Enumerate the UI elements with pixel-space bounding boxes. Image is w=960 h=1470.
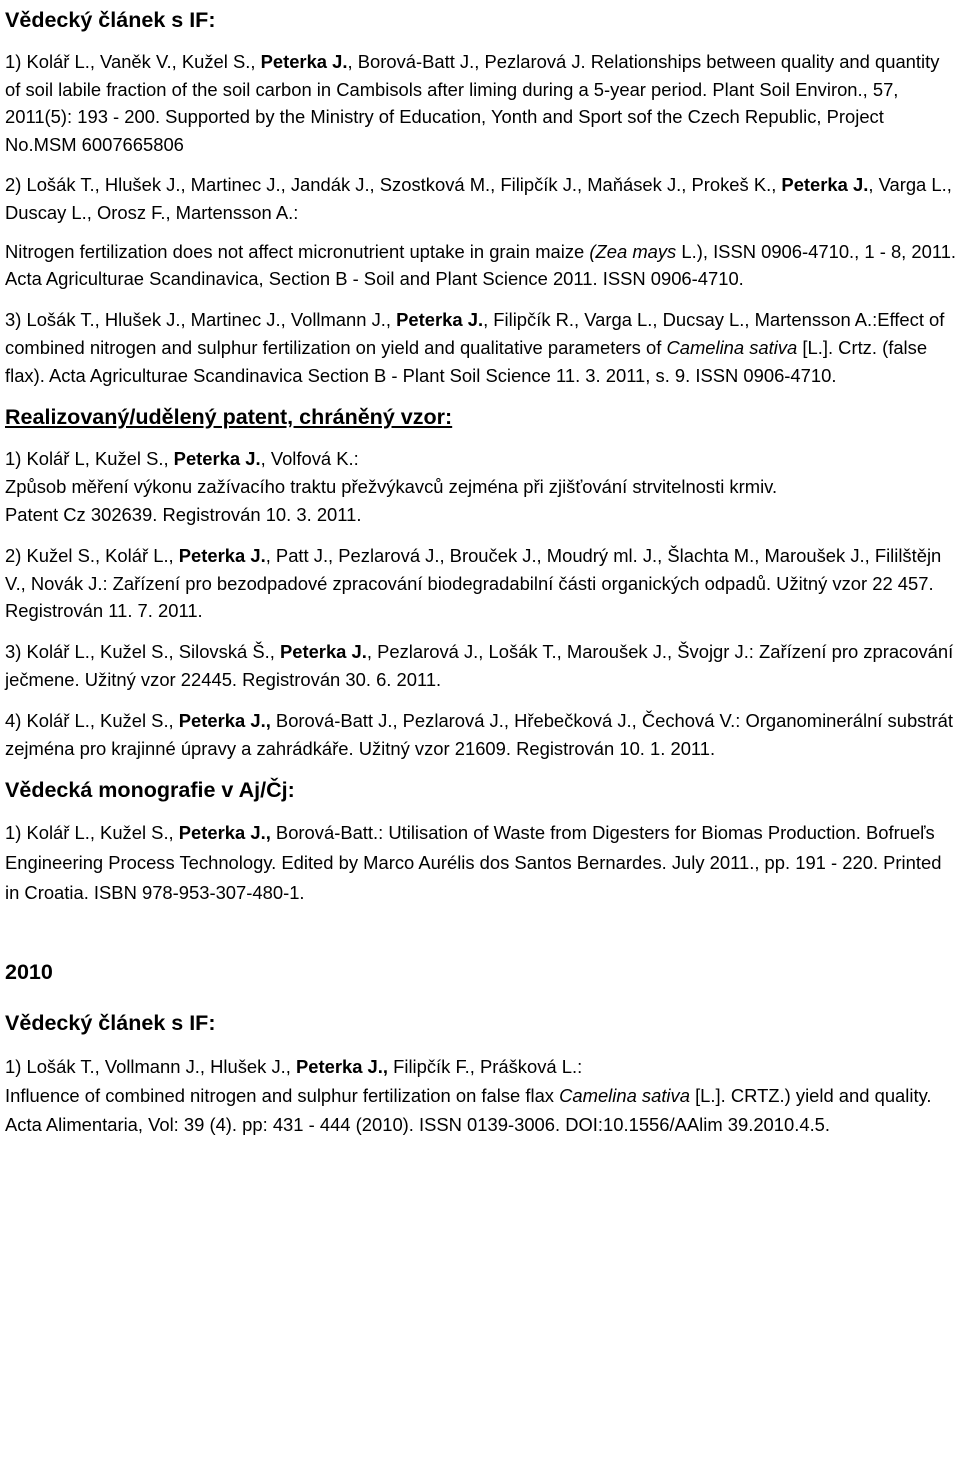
year-heading: 2010 bbox=[5, 960, 53, 985]
author-bold: Peterka J. bbox=[279, 641, 367, 663]
author-bold: Peterka J. bbox=[260, 50, 348, 72]
text-run: , Varga L., Duscay L., Orosz F., Martensson A.: bbox=[5, 173, 952, 223]
text-run: Borová-Batt.: Utilisation of Waste from Digesters for Biomas Production. Bofrueľs Engineering Process Technology. Edited by Marco Aurélis dos Santos Bernardes. July 2011., pp. 191 - 220. Printed in Croatia. ISBN 978-953-307-480-1. bbox=[5, 822, 942, 904]
author-bold: Peterka J., bbox=[295, 1055, 389, 1077]
document-page bbox=[5, 0, 957, 1139]
text-run: L.) bbox=[676, 240, 703, 262]
text-run: , Pezlarová J., Lošák T., Maroušek J., Švojgr J.: Zařízení pro zpracování ječmene. Užitný vzor 22445. Registrován 30. 6. 2011. bbox=[5, 641, 954, 690]
author-bold: Peterka J., bbox=[178, 822, 271, 844]
text-run: 3) Lošák T., Hlušek J., Martinec J., Vollmann J. bbox=[5, 309, 386, 331]
author-bold: Peterka J. bbox=[396, 309, 484, 331]
italic-text: Camelina sativa bbox=[559, 1084, 690, 1106]
author-bold: Peterka J. bbox=[173, 448, 261, 470]
text-run: 1) Kolář L., Kužel S., bbox=[5, 822, 179, 844]
text-run: , Volfová K.: bbox=[260, 448, 359, 470]
reference-entry bbox=[5, 638, 957, 694]
reference-entry bbox=[5, 818, 957, 908]
reference-entry bbox=[5, 707, 957, 763]
text-run: , Patt J., Pezlarová J., Brouček J., Moudrý ml. J., Šlachta M., Maroušek J., Fililštějn V., Novák J.: Zařízení pro bezodpadové zpracování biodegradabilní části organických odpadů. Užitný vzor 22 457. Registrován 11. 7. 2011. bbox=[5, 544, 942, 622]
reference-entry bbox=[5, 306, 957, 389]
author-bold: Peterka J. bbox=[178, 544, 266, 566]
text-run: 1) Kolář L., Vaněk V., Kužel S., bbox=[5, 50, 261, 72]
text-run: Filipčík F., Prášková L.: bbox=[388, 1055, 583, 1077]
text-run: 1) Lošák T., Vollmann J., Hlušek J., bbox=[5, 1055, 296, 1077]
text-run: 4) Kolář L., Kužel S., bbox=[5, 709, 179, 731]
reference-entry bbox=[5, 1052, 957, 1139]
author-bold: Peterka J. bbox=[781, 173, 869, 195]
reference-entry bbox=[5, 171, 957, 227]
text-run: Borová-Batt J., Pezlarová J., Hřebečková J., Čechová V.: Organominerální substrát zejména pro krajinné úpravy a zahrádkáře. Užitný vzor 21609. Registrován 10. 1. 2011. bbox=[5, 709, 953, 759]
reference-entry bbox=[5, 48, 957, 159]
text-run: Patent Cz 302639. Registrován 10. 3. 2011. bbox=[5, 503, 362, 525]
section-heading: Vědecký článek s IF: bbox=[5, 1010, 216, 1035]
author-bold: Peterka J., bbox=[178, 709, 271, 731]
text-run: [L.]. CRTZ.) yield and quality. Acta Alimentaria, Vol: 39 (4). pp: 431 - 444 (2010). ISSN 0139-3006. DOI:10.1556/AAlim 39.2010.4.5. bbox=[5, 1084, 932, 1135]
text-run: 1) Kolář L, Kužel S., bbox=[5, 448, 174, 470]
reference-entry bbox=[5, 542, 957, 625]
text-run: 2) Lošák T., Hlušek J., Martinec J., Jandák J., Szostková M., Filipčík J., Maňásek J., Prokeš K., bbox=[5, 173, 782, 195]
section-heading: Vědecká monografie v Aj/Čj: bbox=[5, 778, 295, 803]
italic-text: (Zea mays bbox=[589, 240, 677, 262]
text-run: Způsob měření výkonu zažívacího traktu přežvýkavců zejména při zjišťování strvitelnosti krmiv. bbox=[5, 476, 778, 498]
text-run: Nitrogen fertilization does not affect micronutrient uptake in grain maize bbox=[5, 240, 590, 262]
section-heading: Realizovaný/udělený patent, chráněný vzor: bbox=[5, 404, 453, 429]
reference-entry bbox=[5, 238, 957, 294]
text-run: , bbox=[385, 309, 392, 331]
text-run: , ISSN 0906-4710., 1 - 8, 2011. Acta Agriculturae Scandinavica, Section B - Soil and Plant Science 2011. ISSN 0906-4710. bbox=[5, 240, 957, 290]
text-run: , Filipčík R., Varga L., Ducsay L., Martensson A.:Effect of combined nitrogen and sulphur fertilization on yield and qualitative parameters of bbox=[5, 309, 945, 358]
text-run: 2) Kužel S., Kolář L., bbox=[5, 544, 179, 566]
italic-text: Camelina sativa bbox=[666, 336, 798, 358]
text-run: , Borová-Batt J., Pezlarová J. Relationships between quality and quantity of soil labile fraction of the soil carbon in Cambisols after liming during a 5-year period. Plant Soil Environ., 57, 2011(5): 193 - 200. Supported by the Ministry of Education, Yonth and Sport sof the Czech Republic, Project No.MSM 6007665806 bbox=[5, 50, 940, 156]
text-run: Influence of combined nitrogen and sulphur fertilization on false flax bbox=[5, 1084, 560, 1106]
reference-entry bbox=[5, 445, 957, 528]
text-run: 3) Kolář L., Kužel S., Silovská Š., bbox=[5, 641, 280, 663]
text-run: [L.]. Crtz. (false flax). Acta Agriculturae Scandinavica Section B - Plant Soil Science 11. 3. 2011, s. 9. ISSN 0906-4710. bbox=[5, 336, 928, 386]
section-heading: Vědecký článek s IF: bbox=[5, 8, 216, 32]
